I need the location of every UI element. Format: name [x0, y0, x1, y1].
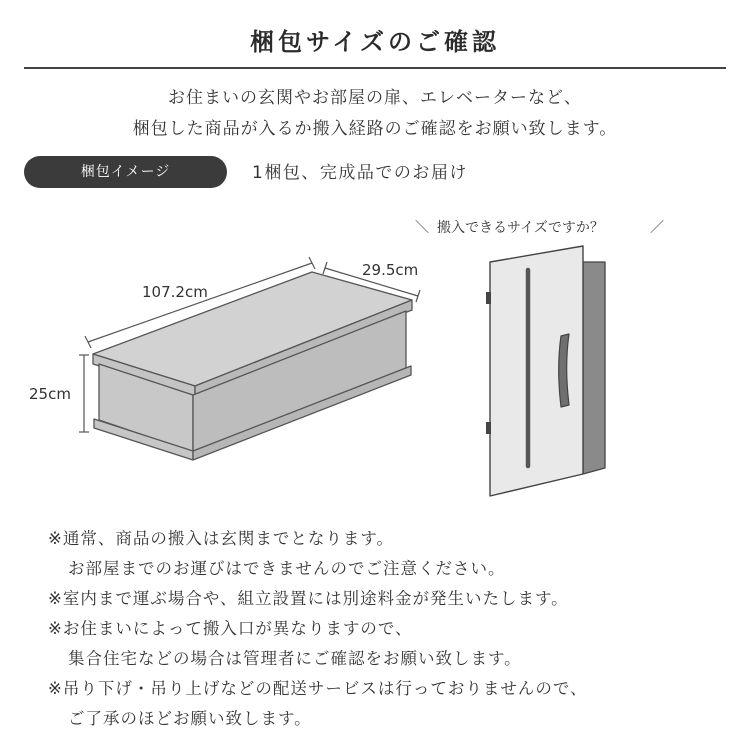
note-line: ※室内まで運ぶ場合や、組立設置には別途料金が発生いたします。 — [48, 589, 569, 608]
door-frame — [583, 262, 605, 474]
door-illustration — [415, 219, 664, 496]
intro-line-2: 梱包した商品が入るか搬入経路のご確認をお願い致します。 — [132, 119, 618, 139]
door-caption-lead: ＼ — [415, 220, 429, 236]
size-diagram — [0, 200, 750, 500]
depth-label: 29.5cm — [362, 261, 419, 279]
note-line: ※吊り下げ・吊り上げなどの配送サービスは行っておりませんので、 — [48, 679, 588, 698]
door-hinge-bottom — [486, 422, 491, 434]
package-description: 1梱包、完成品でのお届け — [252, 163, 468, 183]
note-line: ※通常、商品の搬入は玄関までとなります。 — [48, 529, 395, 548]
note-line: ご了承のほどお願い致します。 — [68, 709, 312, 728]
door-caption: 搬入できるサイズですか？ — [437, 220, 604, 236]
page-title: 梱包サイズのご確認 — [249, 28, 501, 56]
note-line: ※お住まいによって搬入口が異なりますので、 — [48, 619, 413, 638]
door-hinge-top — [486, 292, 491, 304]
package-image-badge: 梱包イメージ — [24, 156, 227, 188]
height-dimension-line — [79, 355, 89, 432]
note-line: お部屋までのお運びはできませんのでご注意ください。 — [68, 559, 506, 578]
length-label: 107.2cm — [142, 283, 208, 301]
note-line: 集合住宅などの場合は管理者にご確認をお願い致します。 — [68, 649, 522, 668]
door-caption-tail: ／ — [650, 220, 664, 236]
notes-list — [48, 524, 588, 734]
package-box-illustration — [29, 257, 420, 460]
intro-line-1: お住まいの玄関やお部屋の扉、エレベーターなど、 — [168, 88, 582, 108]
height-label: 25cm — [29, 385, 71, 403]
door-panel — [490, 246, 583, 496]
title-divider — [24, 67, 726, 69]
